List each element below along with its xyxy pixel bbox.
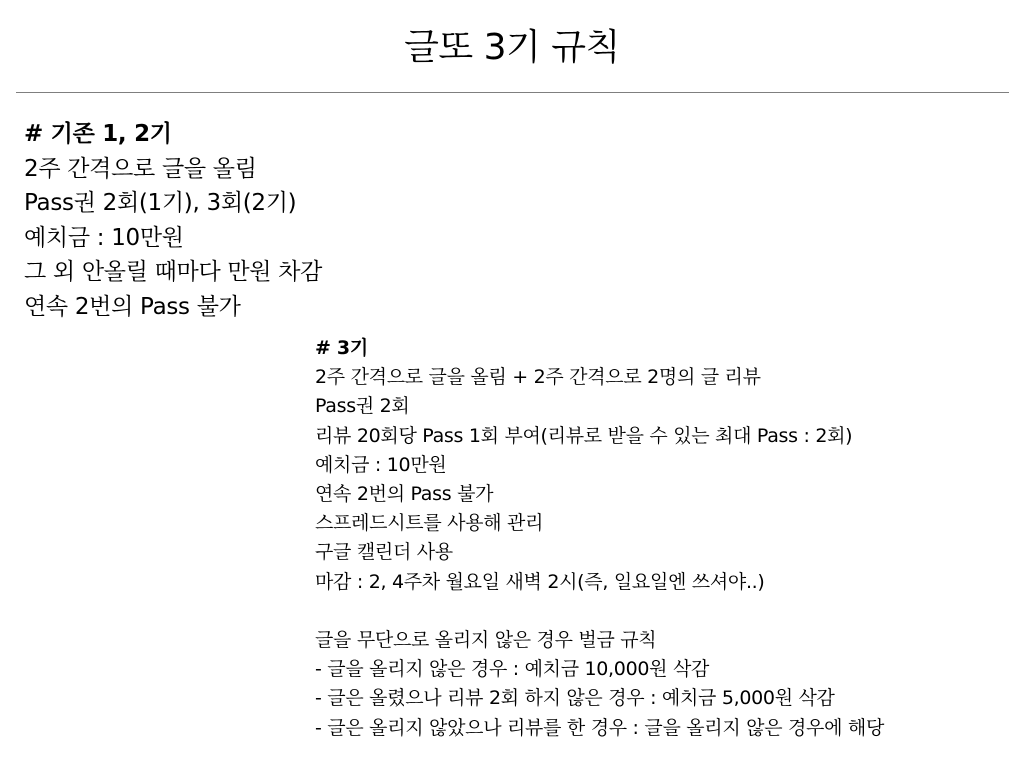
previous-rule-line: 2주 간격으로 글을 올림 [24,155,257,182]
previous-rule-line: Pass권 2회(1기), 3회(2기) [24,190,297,216]
third-cohort-rule-line: 구글 캘린더 사용 [315,541,453,564]
slide-title: 글또 3기 규칙 [404,27,620,68]
third-cohort-rule-line: 2주 간격으로 글을 올림 + 2주 간격으로 2명의 글 리뷰 [315,366,761,389]
previous-rule-line: 예치금 : 10만원 [24,224,184,251]
previous-rule-line: 연속 2번의 Pass 불가 [24,293,241,320]
paragraph-spacer [315,597,1005,626]
penalty-rule-line: - 글을 올리지 않은 경우 : 예치금 10,000원 삭감 [315,658,710,681]
previous-rule-line: 그 외 안올릴 때마다 만원 차감 [24,259,323,285]
penalty-rule-line: - 글은 올렸으나 리뷰 2회 하지 않은 경우 : 예치금 5,000원 삭감 [315,687,835,710]
third-cohort-rule-line: 마감 : 2, 4주차 월요일 새벽 2시(즉, 일요일엔 쓰셔야..) [315,570,765,593]
third-cohort-heading: # 3기 [315,337,368,359]
title-divider [16,92,1009,93]
third-cohort-rule-line: 리뷰 20회당 Pass 1회 부여(리뷰로 받을 수 있는 최대 Pass : 2회) [315,424,853,447]
penalty-rules-heading: 글을 무단으로 올리지 않은 경우 벌금 규칙 [315,629,657,652]
previous-rules-block [24,117,524,324]
third-cohort-rule-line: 예치금 : 10만원 [315,453,447,476]
third-cohort-rule-line: 연속 2번의 Pass 불가 [315,483,494,506]
third-cohort-rule-line: 스프레드시트를 사용해 관리 [315,512,544,535]
third-cohort-rule-line: Pass권 2회 [315,395,410,418]
penalty-rule-line: - 글은 올리지 않았으나 리뷰를 한 경우 : 글을 올리지 않은 경우에 해당 [315,716,884,739]
previous-rules-heading: # 기존 1, 2기 [24,121,172,147]
third-cohort-rules-block [315,334,1005,743]
